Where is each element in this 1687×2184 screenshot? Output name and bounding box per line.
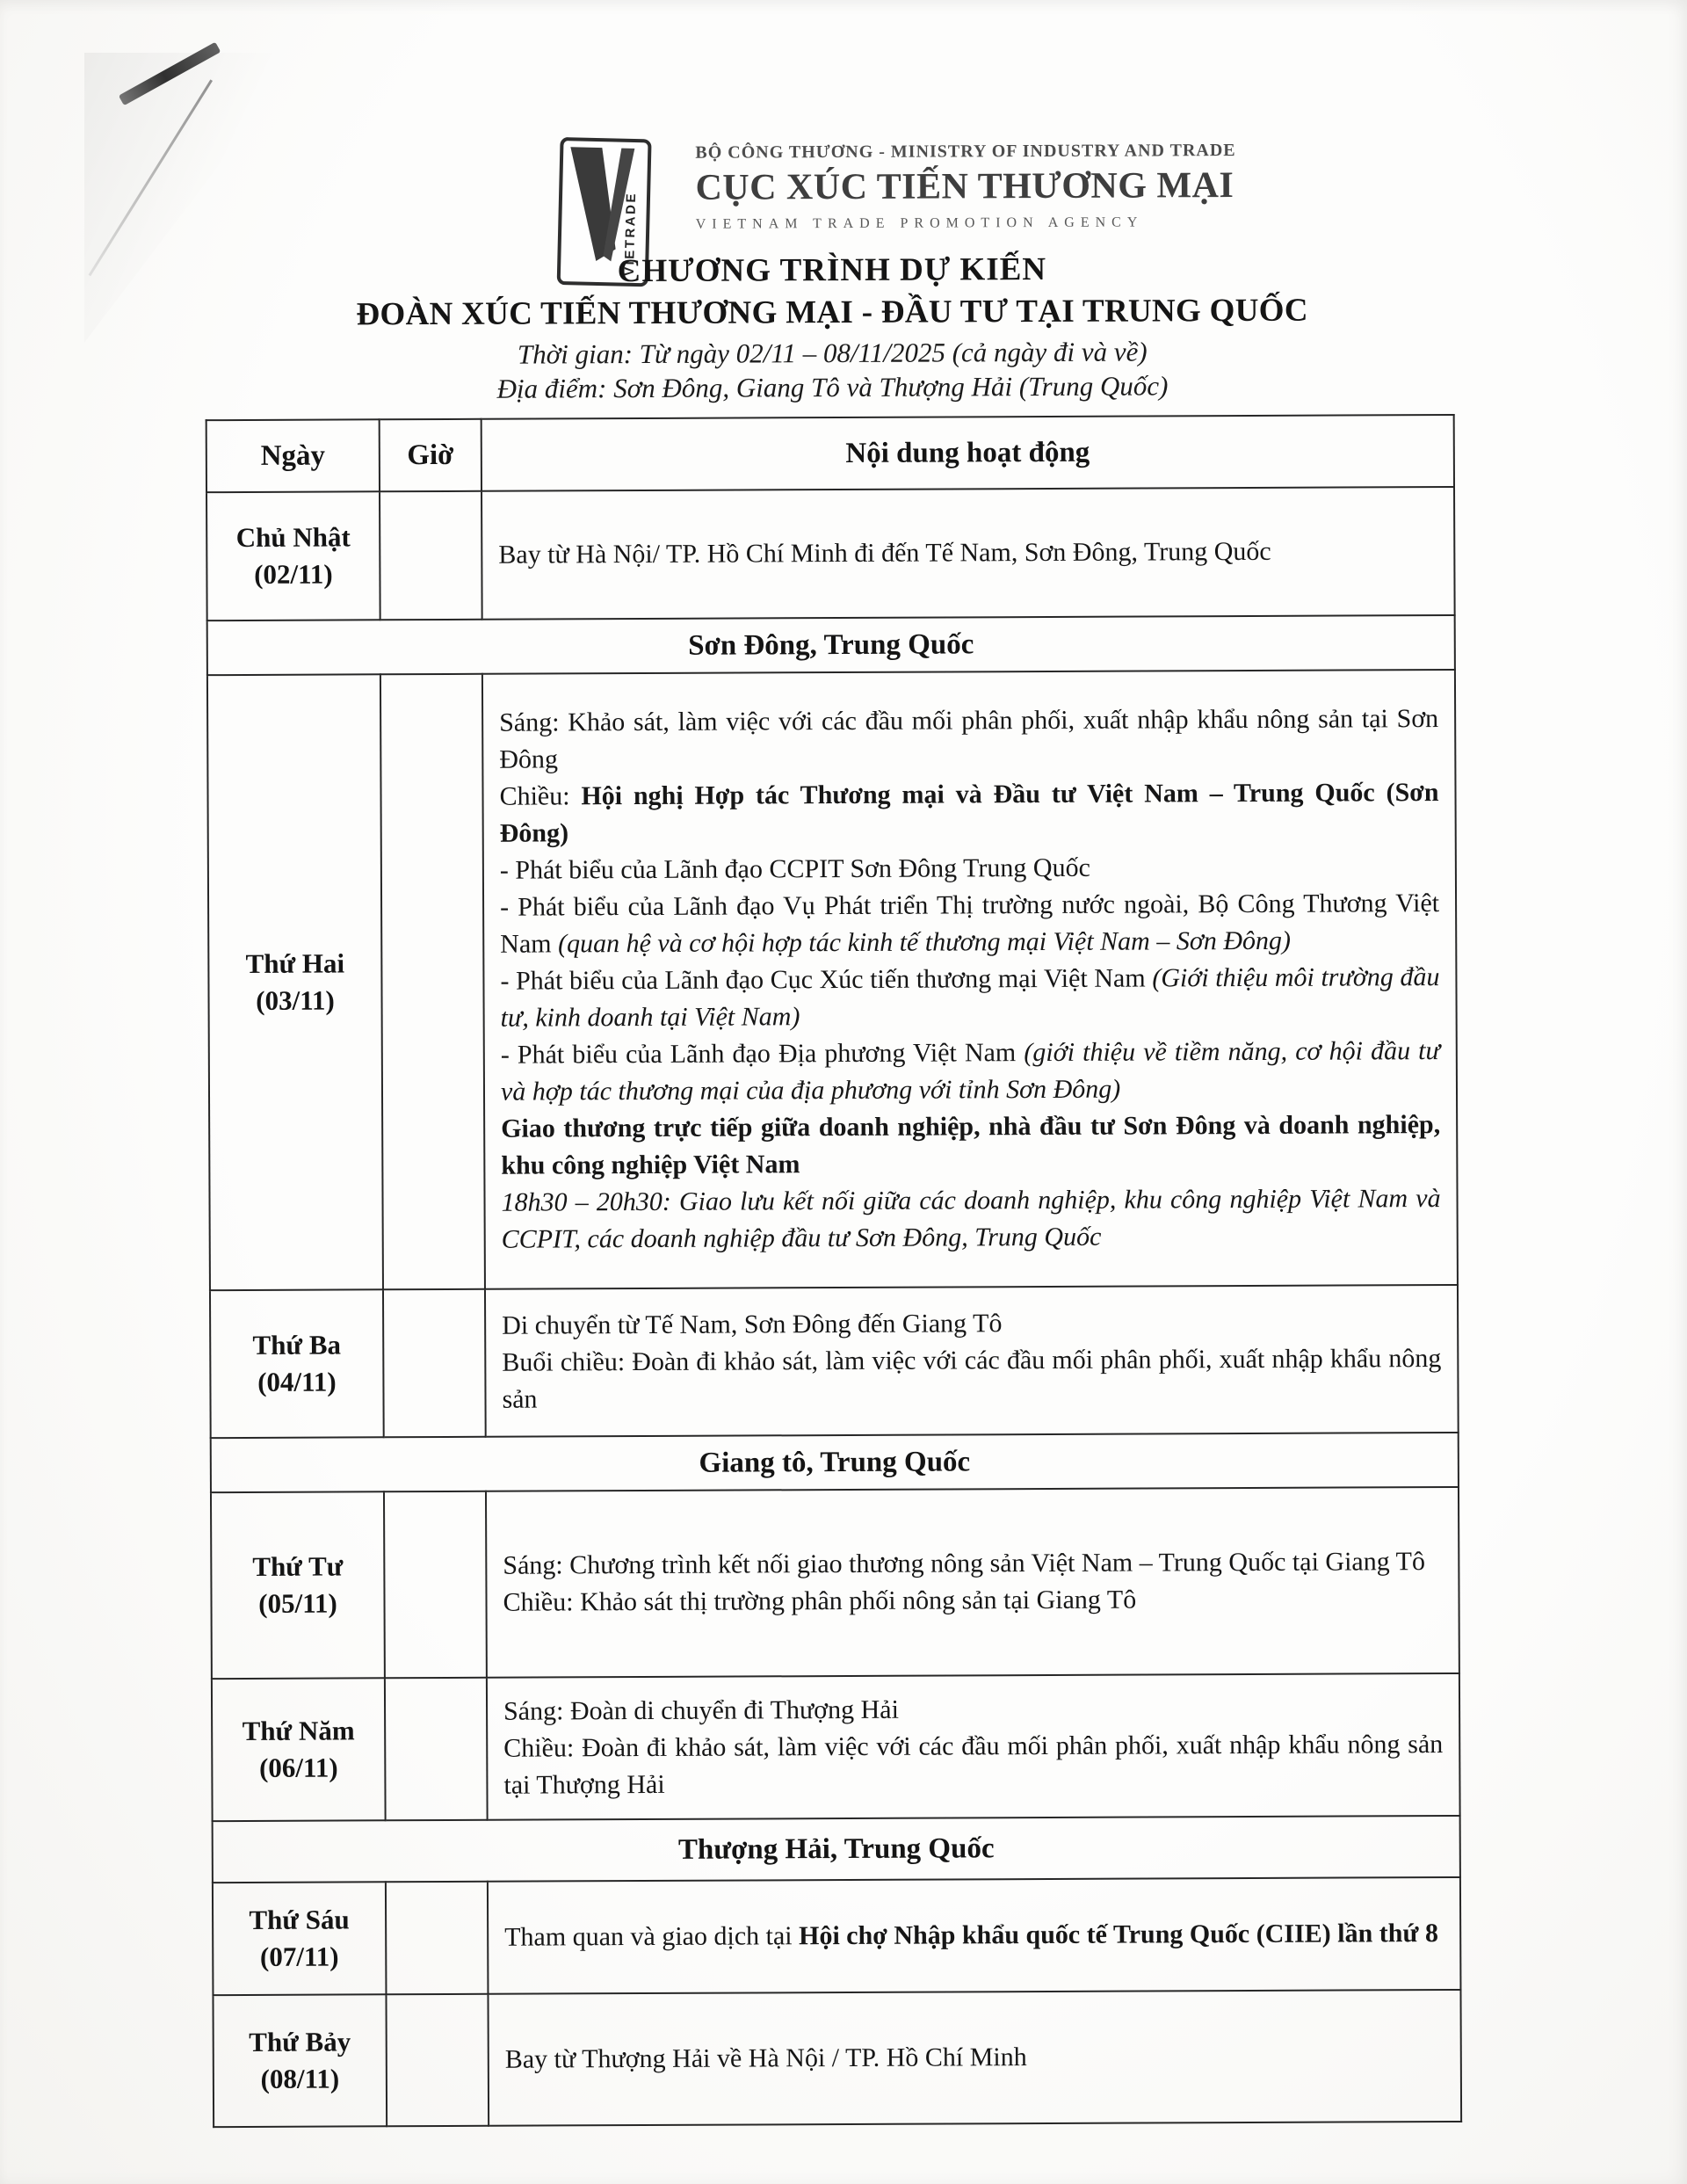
activity-cell — [486, 1487, 1459, 1678]
activity-line: Bay từ Thượng Hải về Hà Nội / TP. Hồ Chí Minh — [504, 2043, 1027, 2074]
day-name: Thứ Sáu — [249, 1904, 350, 1936]
location-line: Địa điểm: Sơn Đông, Giang Tô và Thượng Hải (Trung Quốc) — [496, 370, 1169, 404]
day-cell — [211, 1491, 385, 1679]
activity-line: Giao thương trực tiếp giữa doanh nghiệp, nhà đầu tư Sơn Đông và doanh nghiệp, khu công nghiệp Việt Nam — [501, 1110, 1441, 1180]
day-name: Thứ Tư — [252, 1550, 344, 1583]
section-row — [207, 615, 1455, 675]
time-cell — [384, 1491, 487, 1679]
activity-line: Tham quan và giao dịch tại Hội chợ Nhập khẩu quốc tế Trung Quốc (CIIE) lần thứ 8 — [504, 1919, 1438, 1952]
program-title: CHƯƠNG TRÌNH DỰ KIẾN — [617, 250, 1047, 290]
day-cell — [213, 1882, 387, 1995]
activity-line: Di chuyển từ Tế Nam, Sơn Đông đến Giang Tô — [502, 1309, 1003, 1340]
activity-cell — [488, 1877, 1461, 1994]
table-header-row — [206, 415, 1454, 492]
activity-cell — [487, 1673, 1460, 1820]
day-date: (03/11) — [256, 984, 335, 1016]
day-cell — [206, 491, 380, 620]
day-cell — [212, 1678, 386, 1821]
agency-name-english: VIETNAM TRADE PROMOTION AGENCY — [695, 214, 1144, 232]
column-header-time: Giờ — [380, 419, 481, 492]
activity-cell — [485, 1285, 1459, 1437]
agency-letterhead — [695, 141, 1236, 233]
day-cell — [210, 1289, 384, 1438]
activity-line: Chiều: Đoàn đi khảo sát, làm việc với các đầu mối phân phối, xuất nhập khẩu nông sản tại Thượng Hải — [503, 1730, 1444, 1800]
day-cell — [207, 674, 383, 1290]
document-title-block — [207, 249, 1458, 406]
activity-line: Bay từ Hà Nội/ TP. Hồ Chí Minh đi đến Tế Nam, Sơn Đông, Trung Quốc — [498, 536, 1271, 570]
schedule-row — [210, 1285, 1459, 1438]
activity-line: Sáng: Khảo sát, làm việc với các đầu mối phân phối, xuất nhập khẩu nông sản tại Sơn Đông — [499, 704, 1439, 774]
activity-line: Sáng: Đoàn di chuyển đi Thượng Hải — [503, 1694, 899, 1726]
time-cell — [386, 1994, 489, 2127]
activity-cell — [481, 487, 1455, 620]
section-header: Thượng Hải, Trung Quốc — [213, 1816, 1460, 1883]
activity-line: - Phát biểu của Lãnh đạo CCPIT Sơn Đông Trung Quốc — [499, 853, 1090, 885]
day-date: (07/11) — [259, 1941, 339, 1972]
section-header: Giang tô, Trung Quốc — [211, 1433, 1459, 1492]
delegation-title: ĐOÀN XÚC TIẾN THƯƠNG MẠI - ĐẦU TƯ TẠI TRUNG QUỐC — [356, 292, 1308, 333]
day-name: Thứ Hai — [245, 947, 345, 980]
activity-line: Chiều: Khảo sát thị trường phân phối nông sản tại Giang Tô — [503, 1585, 1137, 1617]
day-name: Chủ Nhật — [235, 521, 351, 554]
ministry-line: BỘ CÔNG THƯƠNG - MINISTRY OF INDUSTRY AND TRADE — [695, 141, 1236, 163]
activity-line: - Phát biểu của Lãnh đạo Địa phương Việt Nam (giới thiệu về tiềm năng, cơ hội đầu tư và hợp tác thương mại của địa phương với tỉnh Sơn Đông) — [500, 1036, 1440, 1107]
day-name: Thứ Ba — [252, 1329, 342, 1361]
schedule-row — [212, 1673, 1460, 1821]
schedule-row — [213, 1877, 1461, 1995]
schedule-row — [207, 670, 1458, 1290]
time-line: Thời gian: Từ ngày 02/11 – 08/11/2025 (cả ngày đi và về) — [517, 336, 1148, 370]
agency-name: CỤC XÚC TIẾN THƯƠNG MẠI — [695, 165, 1234, 208]
time-cell — [386, 1882, 489, 1995]
time-cell — [380, 491, 482, 620]
day-name: Thứ Bảy — [249, 2026, 351, 2058]
schedule-row — [206, 487, 1455, 620]
day-date: (04/11) — [257, 1366, 337, 1397]
activity-line: - Phát biểu của Lãnh đạo Vụ Phát triển Thị trường nước ngoài, Bộ Công Thương Việt Nam (quan hệ và cơ hội hợp tác kinh tế thương mại Việt Nam – Sơn Đông) — [500, 889, 1440, 959]
schedule-table — [206, 414, 1462, 2128]
section-row — [213, 1816, 1460, 1883]
activity-line: - Phát biểu của Lãnh đạo Cục Xúc tiến thương mại Việt Nam (Giới thiệu môi trường đầu tư, kinh doanh tại Việt Nam) — [500, 962, 1440, 1033]
activity-line: Buổi chiều: Đoàn đi khảo sát, làm việc với các đầu mối phân phối, xuất nhập khẩu nông sản — [502, 1344, 1442, 1414]
schedule-row — [213, 1990, 1461, 2127]
section-header: Sơn Đông, Trung Quốc — [207, 615, 1455, 675]
time-cell — [383, 1289, 486, 1438]
activity-line: Sáng: Chương trình kết nối giao thương nông sản Việt Nam – Trung Quốc tại Giang Tô — [503, 1547, 1426, 1580]
schedule-row — [211, 1487, 1459, 1679]
activity-line: 18h30 – 20h30: Giao lưu kết nối giữa các doanh nghiệp, khu công nghiệp Việt Nam và CCPIT, các doanh nghiệp đầu tư Sơn Đông, Trung Quốc — [501, 1184, 1441, 1254]
time-cell — [385, 1678, 488, 1821]
day-date: (08/11) — [260, 2063, 340, 2094]
day-date: (02/11) — [254, 558, 333, 590]
schedule-table-wrap — [206, 414, 1462, 2128]
activity-line: Chiều: Hội nghị Hợp tác Thương mại và Đầu tư Việt Nam – Trung Quốc (Sơn Đông) — [499, 778, 1439, 848]
time-cell — [380, 674, 485, 1289]
activity-cell — [488, 1990, 1461, 2126]
column-header-day: Ngày — [206, 419, 380, 492]
day-date: (06/11) — [258, 1752, 338, 1783]
day-date: (05/11) — [258, 1587, 337, 1619]
column-header-content: Nội dung hoạt động — [481, 415, 1454, 491]
activity-cell — [482, 670, 1458, 1289]
section-row — [211, 1433, 1459, 1492]
vietrade-logo-text: VIETRADE — [621, 191, 640, 277]
day-cell — [213, 1994, 387, 2127]
day-name: Thứ Năm — [242, 1715, 355, 1747]
